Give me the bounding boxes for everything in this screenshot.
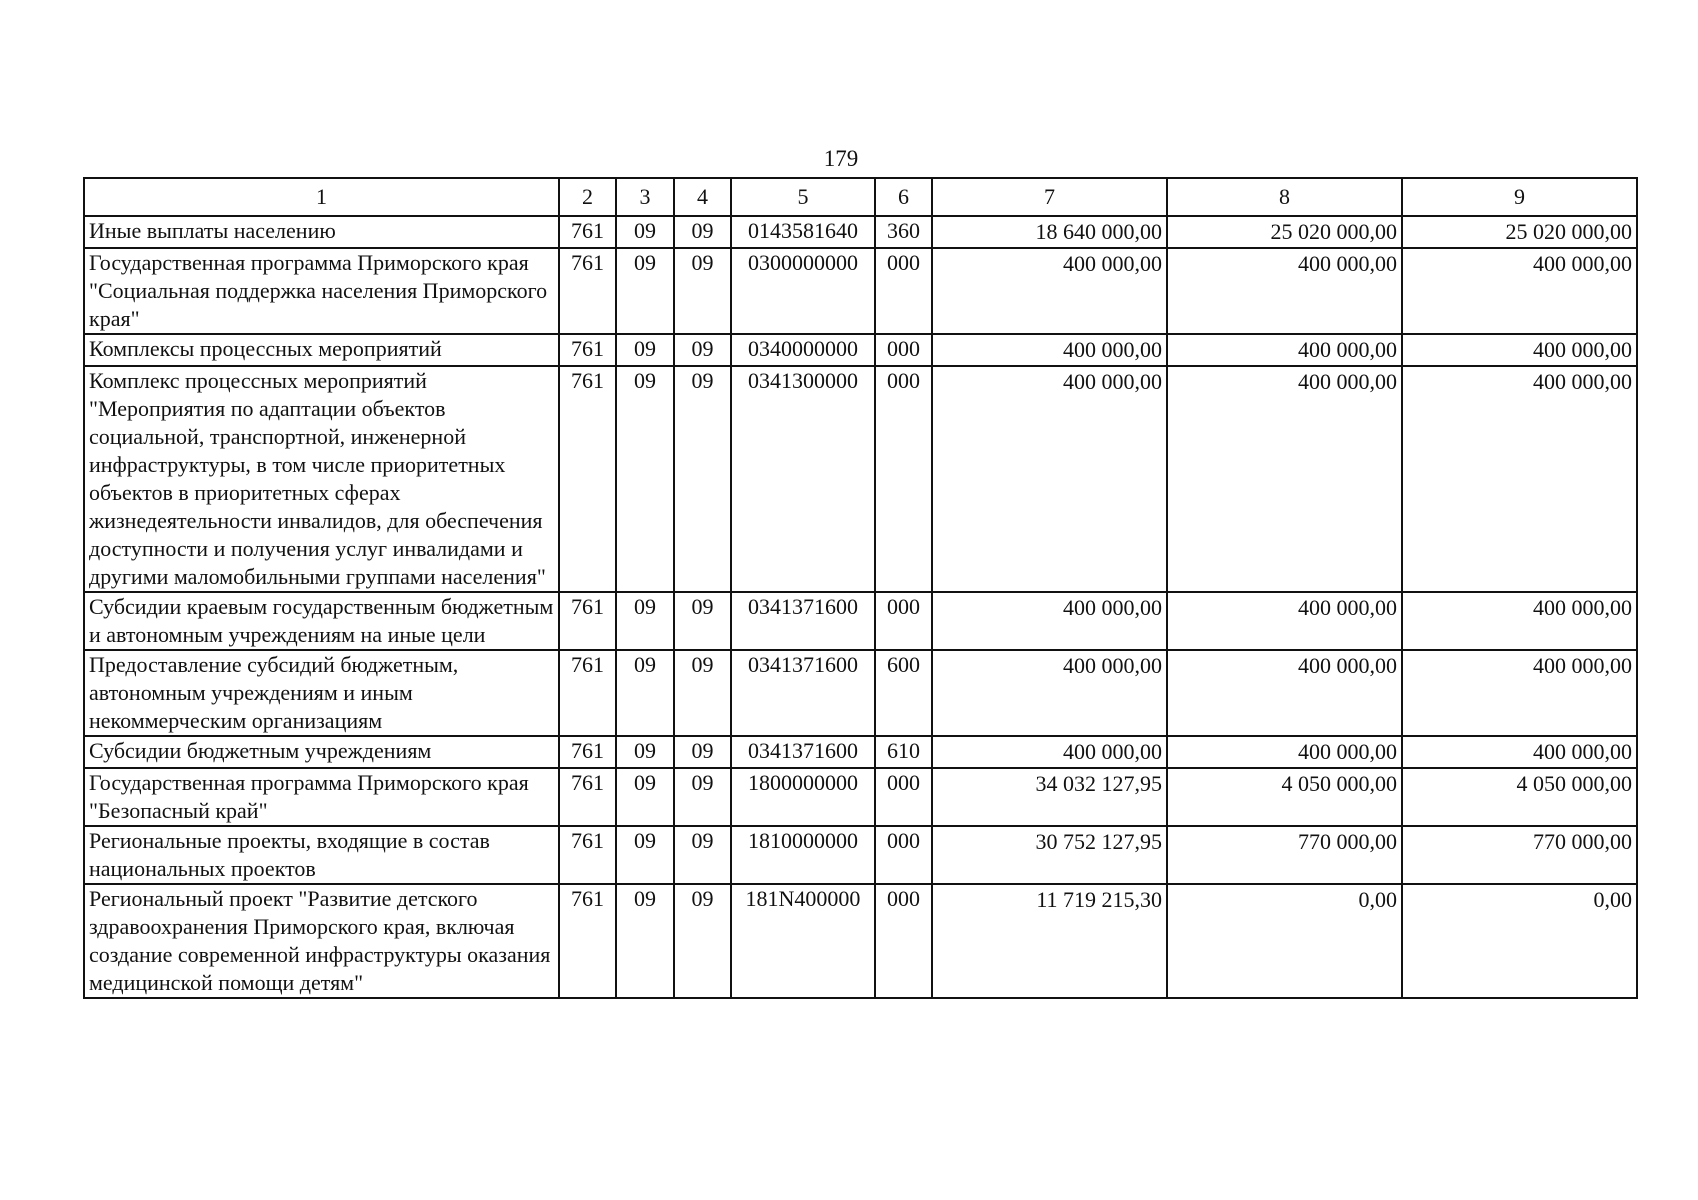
row-name-cell: Предоставление субсидий бюджетным, автономным учреждениям и иным некоммерческим организациям [84, 650, 559, 736]
row-code-col2: 761 [559, 216, 616, 248]
row-amount-col8: 0,00 [1167, 884, 1402, 998]
row-amount-col7: 400 000,00 [932, 334, 1167, 366]
row-code-col2: 761 [559, 826, 616, 884]
row-code-col6: 000 [875, 592, 932, 650]
table-row [84, 334, 1637, 366]
row-code-col3: 09 [616, 248, 674, 334]
row-code-col4: 09 [674, 334, 731, 366]
row-code-col4: 09 [674, 768, 731, 826]
table-row [84, 826, 1637, 884]
row-name-cell: Иные выплаты населению [84, 216, 559, 248]
row-amount-col8: 400 000,00 [1167, 592, 1402, 650]
row-code-col6: 000 [875, 768, 932, 826]
row-amount-col9: 400 000,00 [1402, 736, 1637, 768]
row-code-col2: 761 [559, 650, 616, 736]
row-code-col4: 09 [674, 592, 731, 650]
row-code-col5: 0341371600 [731, 736, 875, 768]
row-name-cell: Комплексы процессных мероприятий [84, 334, 559, 366]
row-code-col6: 360 [875, 216, 932, 248]
column-header-5: 5 [731, 178, 875, 216]
column-header-4: 4 [674, 178, 731, 216]
row-code-col2: 761 [559, 334, 616, 366]
column-header-8: 8 [1167, 178, 1402, 216]
row-code-col6: 000 [875, 334, 932, 366]
row-code-col2: 761 [559, 768, 616, 826]
row-code-col5: 1810000000 [731, 826, 875, 884]
row-amount-col8: 400 000,00 [1167, 736, 1402, 768]
row-code-col2: 761 [559, 884, 616, 998]
row-name-cell: Государственная программа Приморского края "Безопасный край" [84, 768, 559, 826]
row-amount-col7: 400 000,00 [932, 366, 1167, 592]
table-row [84, 366, 1637, 592]
row-code-col4: 09 [674, 248, 731, 334]
row-code-col5: 0300000000 [731, 248, 875, 334]
row-code-col5: 0340000000 [731, 334, 875, 366]
row-code-col3: 09 [616, 768, 674, 826]
row-amount-col8: 770 000,00 [1167, 826, 1402, 884]
row-amount-col9: 400 000,00 [1402, 248, 1637, 334]
row-code-col4: 09 [674, 650, 731, 736]
row-amount-col8: 4 050 000,00 [1167, 768, 1402, 826]
row-code-col3: 09 [616, 366, 674, 592]
row-code-col6: 000 [875, 248, 932, 334]
row-amount-col9: 4 050 000,00 [1402, 768, 1637, 826]
budget-table [83, 177, 1638, 999]
row-code-col2: 761 [559, 248, 616, 334]
row-code-col3: 09 [616, 826, 674, 884]
table-row [84, 592, 1637, 650]
row-amount-col8: 400 000,00 [1167, 366, 1402, 592]
row-code-col2: 761 [559, 592, 616, 650]
row-code-col3: 09 [616, 216, 674, 248]
row-code-col3: 09 [616, 592, 674, 650]
row-amount-col8: 25 020 000,00 [1167, 216, 1402, 248]
row-code-col5: 0341371600 [731, 592, 875, 650]
table-row [84, 736, 1637, 768]
row-amount-col7: 400 000,00 [932, 248, 1167, 334]
row-code-col2: 761 [559, 366, 616, 592]
row-code-col6: 000 [875, 826, 932, 884]
row-amount-col7: 30 752 127,95 [932, 826, 1167, 884]
table-row [84, 884, 1637, 998]
row-code-col3: 09 [616, 650, 674, 736]
row-amount-col9: 770 000,00 [1402, 826, 1637, 884]
row-code-col4: 09 [674, 826, 731, 884]
page-number: 179 [823, 146, 859, 171]
row-amount-col9: 400 000,00 [1402, 592, 1637, 650]
row-code-col5: 0341300000 [731, 366, 875, 592]
table-row [84, 216, 1637, 248]
table-row [84, 768, 1637, 826]
row-name-cell: Субсидии краевым государственным бюджетным и автономным учреждениям на иные цели [84, 592, 559, 650]
row-name-cell: Государственная программа Приморского края "Социальная поддержка населения Приморского края" [84, 248, 559, 334]
table-row [84, 650, 1637, 736]
row-code-col5: 1800000000 [731, 768, 875, 826]
row-code-col2: 761 [559, 736, 616, 768]
row-amount-col8: 400 000,00 [1167, 650, 1402, 736]
row-code-col5: 0341371600 [731, 650, 875, 736]
row-amount-col9: 25 020 000,00 [1402, 216, 1637, 248]
row-amount-col8: 400 000,00 [1167, 334, 1402, 366]
row-code-col6: 000 [875, 366, 932, 592]
row-amount-col7: 400 000,00 [932, 650, 1167, 736]
row-code-col4: 09 [674, 884, 731, 998]
row-code-col3: 09 [616, 334, 674, 366]
column-header-6: 6 [875, 178, 932, 216]
table-row [84, 248, 1637, 334]
row-code-col5: 0143581640 [731, 216, 875, 248]
row-amount-col7: 400 000,00 [932, 736, 1167, 768]
row-amount-col9: 400 000,00 [1402, 334, 1637, 366]
column-header-9: 9 [1402, 178, 1637, 216]
row-code-col3: 09 [616, 884, 674, 998]
row-code-col4: 09 [674, 366, 731, 592]
table-body [84, 216, 1637, 998]
column-header-3: 3 [616, 178, 674, 216]
row-code-col6: 000 [875, 884, 932, 998]
column-header-7: 7 [932, 178, 1167, 216]
row-code-col6: 610 [875, 736, 932, 768]
row-code-col6: 600 [875, 650, 932, 736]
row-amount-col9: 400 000,00 [1402, 650, 1637, 736]
row-amount-col9: 0,00 [1402, 884, 1637, 998]
row-name-cell: Региональный проект "Развитие детского здравоохранения Приморского края, включая создание современной инфраструктуры оказания медицинской помощи детям" [84, 884, 559, 998]
row-name-cell: Региональные проекты, входящие в состав национальных проектов [84, 826, 559, 884]
column-header-2: 2 [559, 178, 616, 216]
row-code-col5: 181N400000 [731, 884, 875, 998]
row-code-col4: 09 [674, 736, 731, 768]
row-amount-col7: 34 032 127,95 [932, 768, 1167, 826]
row-amount-col7: 18 640 000,00 [932, 216, 1167, 248]
column-header-1: 1 [84, 178, 559, 216]
row-amount-col9: 400 000,00 [1402, 366, 1637, 592]
row-name-cell: Комплекс процессных мероприятий "Мероприятия по адаптации объектов социальной, транспортной, инженерной инфраструктуры, в том числе приоритетных объектов в приоритетных сферах жизнедеятельности инвалидов, для обеспечения доступности и получения услуг инвалидами и другими маломобильными группами населения" [84, 366, 559, 592]
row-amount-col7: 11 719 215,30 [932, 884, 1167, 998]
row-name-cell: Субсидии бюджетным учреждениям [84, 736, 559, 768]
row-code-col4: 09 [674, 216, 731, 248]
row-code-col3: 09 [616, 736, 674, 768]
row-amount-col7: 400 000,00 [932, 592, 1167, 650]
table-header-row [84, 178, 1637, 216]
row-amount-col8: 400 000,00 [1167, 248, 1402, 334]
